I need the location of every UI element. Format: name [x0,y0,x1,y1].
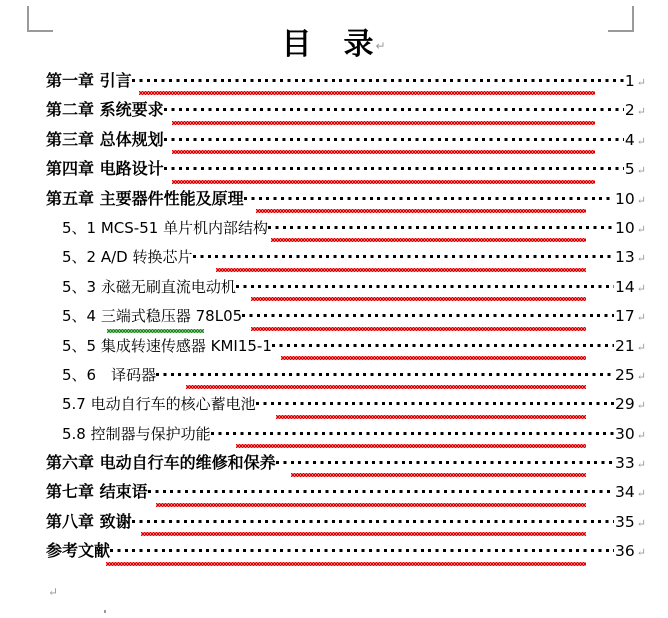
toc-page-number: 10 [615,189,635,208]
toc-entry[interactable] [46,188,646,217]
toc-page-number: 5 [624,160,635,179]
paragraph-mark-icon-end: ↵ [48,585,59,599]
toc-entry[interactable] [46,540,646,569]
text-boundary-mark-bottom [104,610,106,613]
dot-leader [164,158,624,174]
spelling-squiggle-underline [141,532,586,536]
toc-entry-label-wrap [62,220,268,238]
paragraph-mark-icon: ↵ [636,459,646,472]
toc-entry-label-wrap [46,129,164,150]
paragraph-mark-icon: ↵ [636,106,646,119]
dot-leader [148,481,614,497]
toc-entry-label-wrap [46,188,244,209]
dot-leader [236,276,614,292]
dot-leader [211,423,614,439]
spelling-squiggle-underline [186,385,586,389]
spelling-squiggle-underline [172,180,595,184]
spelling-squiggle-underline [139,91,595,95]
dot-leader [256,393,614,409]
spelling-squiggle-underline [291,473,586,477]
spelling-squiggle-underline [172,121,595,125]
toc-entry-label: 参考文献 [46,541,111,561]
paragraph-mark-icon: ↵ [636,488,646,501]
spelling-squiggle-underline [276,415,586,419]
dot-leader [110,540,614,556]
paragraph-mark-icon: ↵ [636,429,646,442]
toc-entry-label: 第八章 致谢 [46,511,132,531]
dot-leader [276,452,614,468]
toc-entry-label: 5.7 电动自行车的核心蓄电池 [62,395,256,414]
toc-entry-label: 5、3 永磁无刷直流电动机 [62,277,236,296]
toc-page-number: 2 [624,101,635,120]
toc-entry[interactable] [46,217,646,246]
toc-entry-label: 第五章 主要器件性能及原理 [46,188,244,208]
spelling-squiggle-underline [156,503,586,507]
toc-page-number: 21 [615,336,635,355]
toc-entry-label: 5.8 控制器与保护功能 [62,424,211,443]
toc-entry-label-wrap [62,279,236,297]
toc-page-number: 17 [615,307,635,326]
paragraph-mark-icon: ↵ [636,547,646,560]
toc-entry-label-wrap [46,73,132,91]
toc-entry[interactable] [46,452,646,481]
toc-page-number: 25 [615,365,635,384]
toc-entry-label-wrap [62,249,193,267]
spelling-squiggle-underline [106,562,586,566]
paragraph-mark-icon: ↵ [636,370,646,383]
spelling-squiggle-underline [256,209,586,213]
dot-leader [132,511,614,527]
toc-entry-label-wrap [46,161,164,179]
toc-entry[interactable] [46,393,646,422]
toc-entry[interactable] [46,511,646,540]
dot-leader [244,188,614,204]
dot-leader [156,364,614,380]
text-boundary-mark-top-left [27,6,53,32]
grammar-squiggle-underline [107,329,204,333]
spelling-squiggle-underline [271,238,586,242]
toc-entry-label: 第七章 结束语 [46,482,148,502]
toc-entry-label-wrap [46,102,164,120]
paragraph-mark-icon: ↵ [375,39,387,53]
toc-entry-label-wrap [62,426,211,444]
text-boundary-mark-top-right [608,6,634,32]
toc-page-number: 29 [615,395,635,414]
toc-entry[interactable] [46,99,646,128]
dot-leader [242,305,614,321]
toc-page-number: 34 [615,483,635,502]
spelling-squiggle-underline [216,268,586,272]
paragraph-mark-icon: ↵ [636,517,646,530]
toc-page-number: 33 [615,454,635,473]
toc-entry[interactable] [46,423,646,452]
toc-entry[interactable] [46,305,646,334]
toc-entry-label-wrap [62,308,242,326]
spelling-squiggle-underline [236,444,586,448]
page-title-text: 目 录 [281,27,375,62]
dot-leader [164,129,624,145]
toc-entry-label: 5、2 A/D 转换芯片 [62,248,193,267]
paragraph-mark-icon: ↵ [636,253,646,266]
paragraph-mark-icon: ↵ [636,194,646,207]
spelling-squiggle-underline [281,356,586,360]
toc-entry-label: 5、4 三端式稳压器 78L05 [62,307,243,326]
toc-entry-label-wrap [46,455,276,473]
toc-entry-label: 5、6 译码器 [62,365,157,384]
toc-entry[interactable] [46,364,646,393]
toc-entry-label-wrap [46,484,148,502]
spelling-squiggle-underline [172,150,595,154]
paragraph-mark-icon: ↵ [636,77,646,89]
toc-page-number: 30 [615,424,635,443]
toc-page-number: 35 [615,512,635,531]
toc-entry-label-wrap [62,396,256,414]
toc-entry-label: 第一章 引言 [46,71,132,90]
toc-entry-label: 第四章 电路设计 [46,159,164,179]
paragraph-mark-icon: ↵ [636,341,646,354]
paragraph-mark-icon: ↵ [636,223,646,236]
toc-entry[interactable] [46,246,646,275]
toc-entry-label: 第二章 系统要求 [46,100,164,120]
toc-entry[interactable] [46,335,646,364]
paragraph-mark-icon: ↵ [636,282,646,295]
toc-entry[interactable] [46,481,646,510]
dot-leader [193,246,615,262]
toc-page-number: 13 [615,248,635,267]
toc-entry-label-wrap [62,367,156,385]
dot-leader [132,70,624,86]
toc-entry-label-wrap [46,543,110,561]
toc-entry[interactable] [46,129,646,158]
toc-page-number: 14 [615,277,635,296]
toc-page-number: 4 [624,130,635,149]
dot-leader [272,335,614,351]
toc-entry-label-wrap [46,511,132,532]
toc-entry-label: 第六章 电动自行车的维修和保养 [46,453,276,473]
paragraph-mark-icon: ↵ [636,400,646,413]
toc-entry-label: 第三章 总体规划 [46,129,164,149]
toc-entry[interactable] [46,158,646,187]
spelling-squiggle-underline [251,297,586,301]
paragraph-mark-icon: ↵ [636,312,646,325]
toc-entry-label: 5、1 MCS-51 单片机内部结构 [62,218,269,237]
toc-entry[interactable] [46,70,646,99]
toc-entry-label: 5、5 集成转速传感器 KMI15-1 [62,336,272,355]
toc-page-number: 1 [624,72,635,90]
page-title [0,27,668,62]
paragraph-mark-icon: ↵ [636,165,646,178]
spelling-squiggle-underline [251,327,586,331]
dot-leader [164,99,624,115]
toc-entry-label-wrap [62,338,272,356]
paragraph-mark-icon: ↵ [636,135,646,148]
toc-entry[interactable] [46,276,646,305]
toc-page-number: 36 [615,542,635,561]
toc-page-number: 10 [615,218,635,237]
dot-leader [268,217,614,233]
table-of-contents [46,70,646,570]
